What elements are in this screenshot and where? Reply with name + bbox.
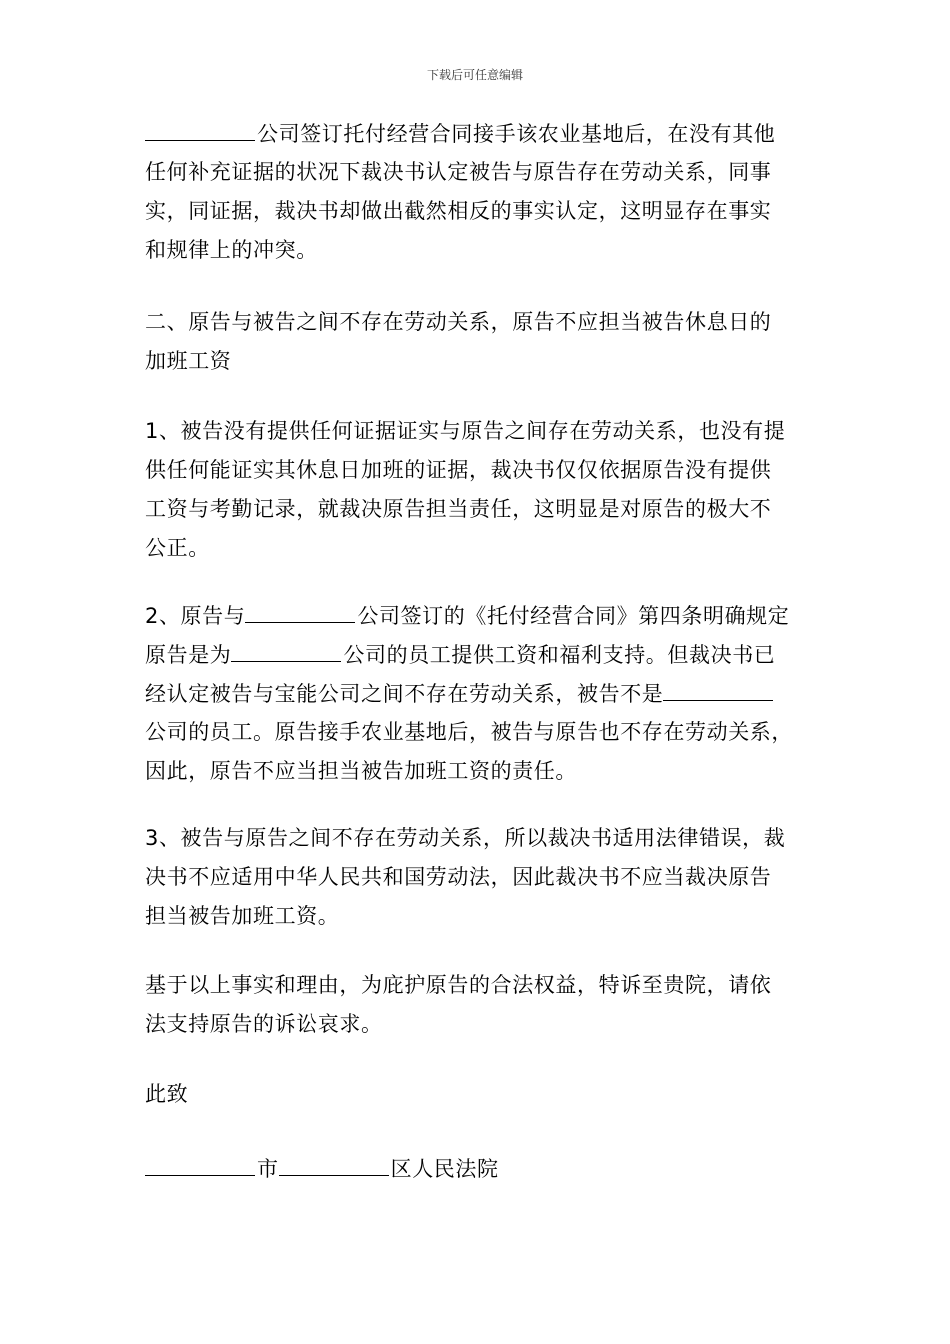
page-header: 下载后可任意编辑 <box>426 68 523 82</box>
paragraph-line: 3、被告与原告之间不存在劳动关系，所以裁决书适用法律错误，裁 <box>145 826 786 850</box>
paragraph-line: 基于以上事实和理由，为庇护原告的合法权益，特诉至贵院，请依 <box>145 973 772 997</box>
paragraph-line: 和规律上的冲突。 <box>145 238 318 262</box>
paragraph-line: 实，同证据，裁决书却做出截然相反的事实认定，这明显存在事实 <box>145 199 772 223</box>
paragraph-line: 任何补充证据的状况下裁决书认定被告与原告存在劳动关系，同事 <box>145 160 772 184</box>
paragraph-line: 法支持原告的诉讼哀求。 <box>145 1012 383 1036</box>
closing-salutation: 此致 <box>145 1082 189 1106</box>
section-heading: 二、原告与被告之间不存在劳动关系，原告不应担当被告休息日的 <box>145 310 772 334</box>
paragraph-line: 2、原告与 公司签订的《托付经营合同》第四条明确规定 <box>145 600 789 631</box>
paragraph-line: 1、被告没有提供任何证据证实与原告之间存在劳动关系，也没有提 <box>145 419 786 443</box>
paragraph-line: 决书不应适用中华人民共和国劳动法，因此裁决书不应当裁决原告 <box>145 865 772 889</box>
paragraph-line: 经认定被告与宝能公司之间不存在劳动关系，被告不是 <box>145 678 775 709</box>
blank-field <box>231 639 341 662</box>
paragraph-line: 公司签订托付经营合同接手该农业基地后，在没有其他 <box>145 118 775 149</box>
paragraph-line: 公正。 <box>145 536 210 560</box>
paragraph-line: 公司的员工。原告接手农业基地后，被告与原告也不存在劳动关系， <box>145 720 793 744</box>
court-address: 市 区人民法院 <box>145 1153 499 1184</box>
blank-field <box>145 1153 255 1176</box>
blank-field <box>279 1153 389 1176</box>
paragraph-line: 担当被告加班工资。 <box>145 904 340 928</box>
paragraph-line: 供任何能证实其休息日加班的证据，裁决书仅仅依据原告没有提供 <box>145 458 772 482</box>
paragraph-line: 因此，原告不应当担当被告加班工资的责任。 <box>145 759 577 783</box>
section-heading: 加班工资 <box>145 349 232 373</box>
paragraph-line: 工资与考勤记录，就裁决原告担当责任，这明显是对原告的极大不 <box>145 497 772 521</box>
blank-field <box>145 118 255 141</box>
blank-field <box>663 678 773 701</box>
blank-field <box>245 600 355 623</box>
paragraph-line: 原告是为 公司的员工提供工资和福利支持。但裁决书已 <box>145 639 775 670</box>
